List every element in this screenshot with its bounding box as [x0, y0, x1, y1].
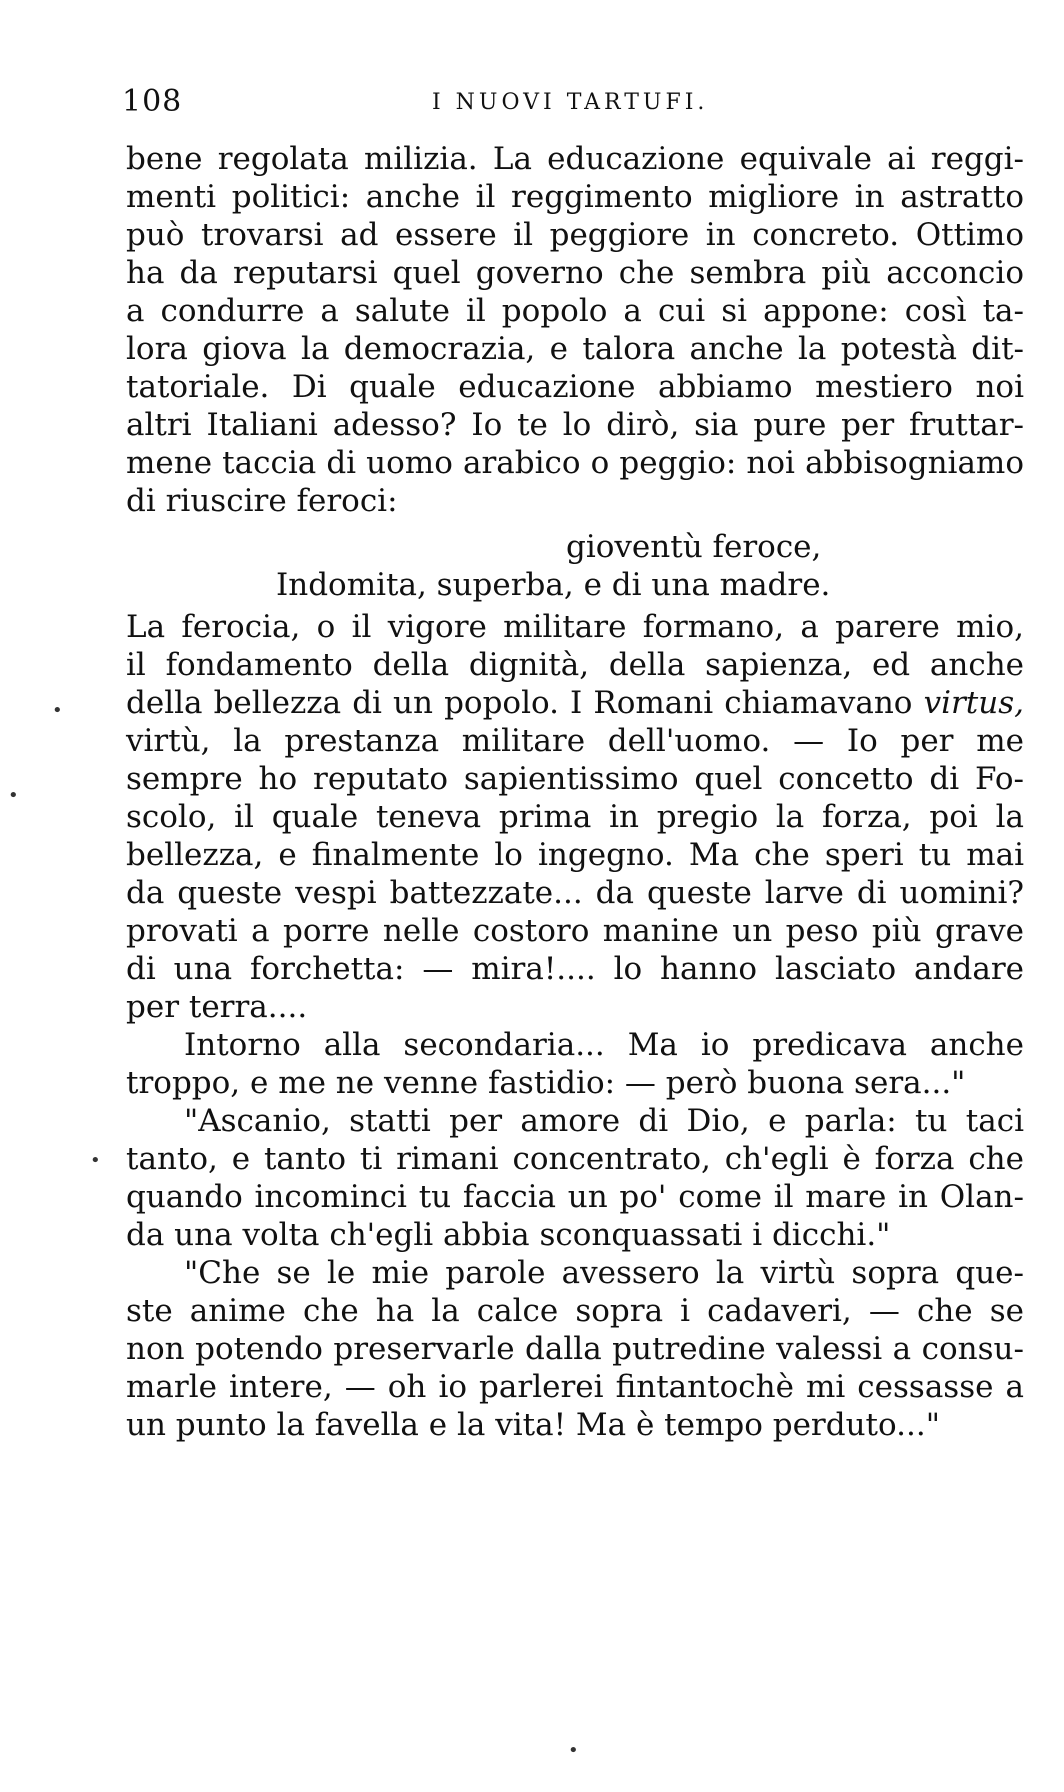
page-header [122, 84, 922, 124]
speck-mark: • [90, 1150, 101, 1171]
text-line: mene taccia di uomo arabico o peggio: noi abbisogniamo [126, 445, 1024, 481]
text-line: "Che se le mie parole avessero la virtù sopra que- [184, 1255, 1024, 1291]
text-line: può trovarsi ad essere il peggiore in concreto. Ottimo [126, 217, 1024, 253]
text-line: tanto, e tanto ti rimani concentrato, ch'egli è forza che [126, 1141, 1024, 1177]
text-line: bene regolata milizia. La educazione equivale ai reggi- [126, 141, 1024, 177]
text-line: sempre ho reputato sapientissimo quel concetto di Fo- [126, 761, 1024, 797]
verse-line: gioventù feroce, [566, 529, 822, 565]
text-line: di riuscire feroci: [126, 483, 398, 519]
text-line: "Ascanio, statti per amore di Dio, e parla: tu taci [184, 1103, 1024, 1139]
text-line: ha da reputarsi quel governo che sembra più acconcio [126, 255, 1024, 291]
text-line: da una volta ch'egli abbia sconquassati i dicchi." [126, 1217, 891, 1253]
text-line: La ferocia, o il vigore militare formano, a parere mio, [126, 609, 1024, 645]
text-line: ste anime che ha la calce sopra i cadaveri, — che se [126, 1293, 1024, 1329]
speck-mark: • [568, 1740, 579, 1761]
speck-mark: • [8, 785, 19, 806]
running-title: I NUOVI TARTUFI. [432, 90, 709, 115]
text-line: per terra.... [126, 989, 308, 1025]
paragraph-1 [126, 140, 1024, 520]
verse-line: Indomita, superba, e di una madre. [276, 567, 831, 603]
text-line: Intorno alla secondaria... Ma io predicava anche [184, 1027, 1024, 1063]
body-text [126, 140, 1024, 1444]
speck-mark: • [52, 700, 63, 721]
text-line: tatoriale. Di quale educazione abbiamo mestiero noi [126, 369, 1024, 405]
text-line: marle intere, — oh io parlerei fintantochè mi cessasse a [126, 1369, 1024, 1405]
paragraph-4 [126, 1102, 1024, 1254]
text-line: troppo, e me ne venne fastidio: — però buona sera..." [126, 1065, 966, 1101]
paragraph-5 [126, 1254, 1024, 1444]
text-line: provati a porre nelle costoro manine un peso più grave [126, 913, 1024, 949]
text-line: virtù, la prestanza militare dell'uomo. — Io per me [126, 723, 1024, 759]
text-line [126, 684, 1024, 722]
text-line: quando incominci tu faccia un po' come il mare in Olan- [126, 1179, 1024, 1215]
paragraph-2 [126, 608, 1024, 1026]
text-line: bellezza, e finalmente lo ingegno. Ma che speri tu mai [126, 837, 1024, 873]
text-line: lora giova la democrazia, e talora anche la potestà dit- [126, 331, 1024, 367]
text-line: a condurre a salute il popolo a cui si appone: così ta- [126, 293, 1024, 329]
text-line: da queste vespi battezzate... da queste larve di uomini? [126, 875, 1024, 911]
text-line: scolo, il quale teneva prima in pregio la forza, poi la [126, 799, 1024, 835]
page-number: 108 [122, 84, 183, 119]
text-line: altri Italiani adesso? Io te lo dirò, sia pure per fruttar- [126, 407, 1024, 443]
text-line: non potendo preservarle dalla putredine valessi a consu- [126, 1331, 1024, 1367]
text-line: menti politici: anche il reggimento migliore in astratto [126, 179, 1024, 215]
paragraph-3 [126, 1026, 1024, 1102]
text-line: un punto la favella e la vita! Ma è tempo perduto..." [126, 1407, 940, 1443]
italic-word: virtus, [923, 685, 1024, 721]
text-line: di una forchetta: — mira!.... lo hanno lasciato andare [126, 951, 1024, 987]
text-line: il fondamento della dignità, della sapienza, ed anche [126, 647, 1024, 683]
text-fragment: della bellezza di un popolo. I Romani chiamavano [126, 685, 924, 721]
verse-quotation [126, 528, 1024, 604]
